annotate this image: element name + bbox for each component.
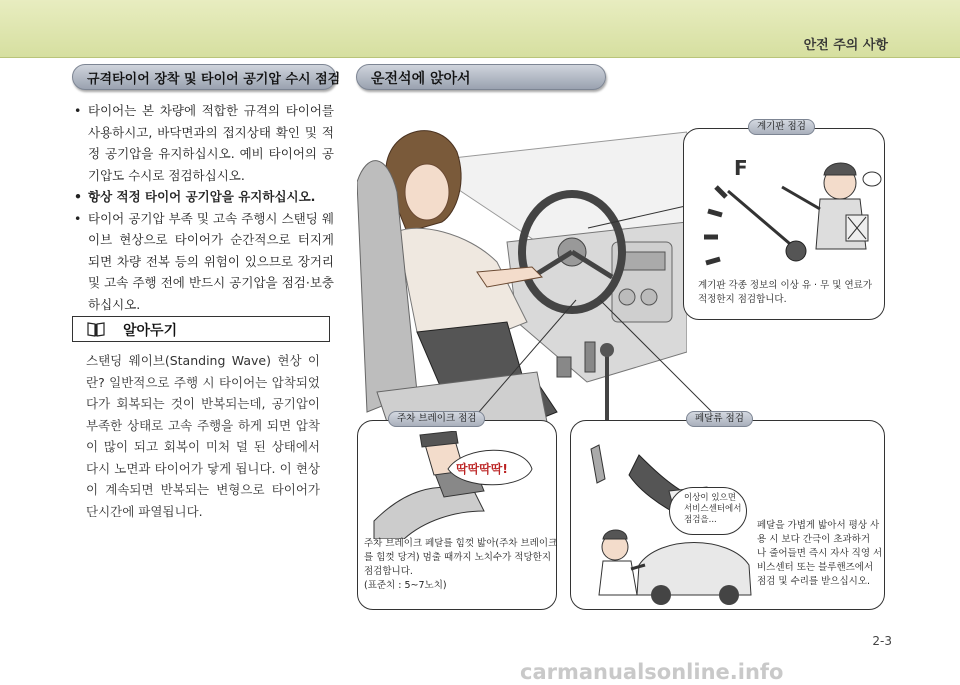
- gauge-tag: 계기판 점검: [748, 119, 815, 135]
- bullet-item-bold: • 항상 적정 타이어 공기압을 유지하십시오.: [72, 186, 334, 208]
- bubble-text-line: 서비스센터에서: [684, 504, 742, 514]
- pedal-text-line: 나 줄어들면 즉시 자사 직영 서: [757, 548, 883, 559]
- gauge-callout-text: 계기판 각종 정보의 이상 유 · 무 및 연료가 적정한지 점검합니다.: [698, 280, 873, 305]
- watermark: carmanualsonline.info: [520, 660, 784, 684]
- pedal-callout: [570, 420, 885, 610]
- parking-brake-illustration: [364, 431, 554, 539]
- pedal-text-line: 비스센터 또는 블루핸즈에서: [757, 562, 874, 573]
- brake-sound-text: 딱딱딱딱!: [456, 462, 508, 476]
- section-title: 안전 주의 사항: [803, 38, 888, 53]
- speech-bubble: [669, 487, 747, 535]
- note-text: 스탠딩 웨이브(Standing Wave) 현상 이란? 일반적으로 주행 시 타이어는 압착되었다가 회복되는 것이 반복되는데, 공기압이 부족한 상태로 고속 주행을 하게 되면 압착이 많이 되고 회복이 미처 덜 된 상태에서 다시 노면과 타이어가 닿게 됩니다. 이 현상이 계속되면 반복되는 변형으로 타이어가 단시간에 파열됩니다.: [86, 353, 320, 519]
- left-heading: 규격타이어 장착 및 타이어 공기압 수시 점검: [87, 72, 341, 87]
- parking-brake-tag: 주차 브레이크 점검: [388, 411, 485, 427]
- gauge-callout: [683, 128, 885, 320]
- pedal-tag: 페달류 점검: [686, 411, 753, 427]
- bubble-text-line: 이상이 있으면: [684, 493, 736, 503]
- parking-brake-text-line: 를 힘껏 당겨) 멈출 때까지 노치수가 적당한지: [364, 552, 552, 563]
- parking-brake-text-line: 주차 브레이크 페달를 힘껏 밟아(주차 브레이크: [364, 538, 558, 549]
- fuel-gauge-illustration: [690, 139, 882, 279]
- pedal-text-line: 페달을 가볍게 밟아서 평상 사: [757, 520, 880, 531]
- parking-brake-text-line: 점검합니다.: [364, 566, 413, 577]
- parking-brake-callout: [357, 420, 557, 610]
- page-number: 2-3: [872, 634, 892, 648]
- note-label: 알아두기: [123, 323, 178, 339]
- pedal-text-line: 용 시 보다 간극이 초과하거: [757, 534, 871, 545]
- bullet-item: • 타이어 공기압 부족 및 고속 주행시 스탠딩 웨이브 현상으로 타이어가 순간적으로 터지게 되면 차량 전복 등의 위험이 있으므로 장거리 및 고속 주행 전에 반드시 공기압을 점검·보충 하십시오.: [72, 208, 334, 316]
- bubble-text-line: 점검을...: [684, 515, 717, 525]
- gauge-letter: F: [734, 156, 748, 180]
- right-heading: 운전석에 앉아서: [371, 71, 471, 87]
- pedal-text-line: 점검 및 수리를 받으십시오.: [757, 576, 871, 587]
- bullet-item: • 타이어는 본 차량에 적합한 규격의 타이어를 사용하시고, 바닥면과의 접지상태 확인 및 적정 공기압을 유지하십시오. 예비 타이어의 공기압도 수시로 점검하십시오.: [72, 100, 334, 186]
- parking-brake-text-line: (표준치 : 5~7노치): [364, 580, 447, 591]
